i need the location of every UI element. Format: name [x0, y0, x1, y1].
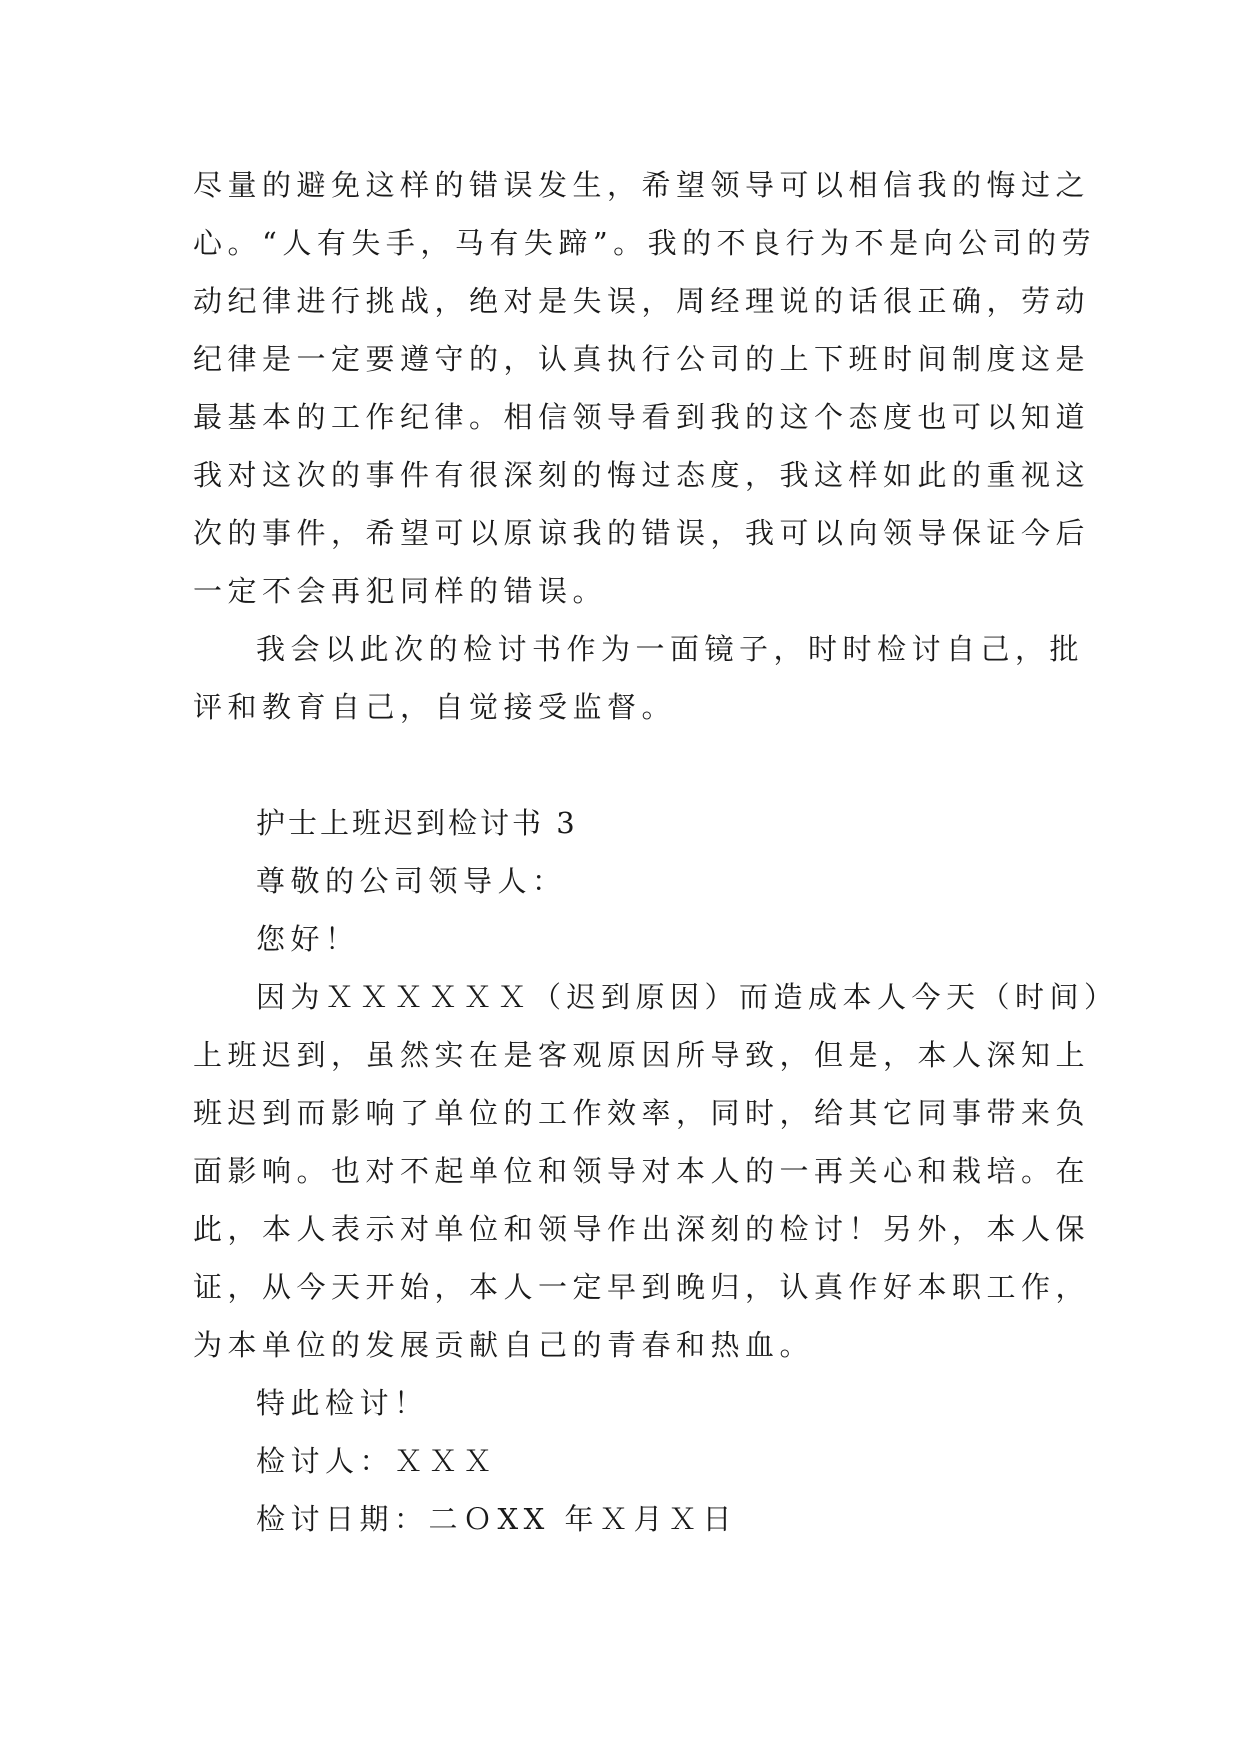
greeting: 您好！	[256, 922, 360, 956]
paragraph-line: 最基本的工作纪律。相信领导看到我的这个态度也可以知道	[193, 400, 1091, 434]
body-line: 上班迟到，虽然实在是客观原因所导致，但是，本人深知上	[193, 1038, 1091, 1072]
paragraph-line: 我会以此次的检讨书作为一面镜子，时时检讨自己，批	[256, 632, 1085, 666]
body-line: 因为ＸＸＸＸＸＸ（迟到原因）而造成本人今天（时间）	[256, 980, 1119, 1014]
paragraph-line: 我对这次的事件有很深刻的悔过态度，我这样如此的重视这	[193, 458, 1091, 492]
paragraph-line: 尽量的避免这样的错误发生，希望领导可以相信我的悔过之	[193, 168, 1091, 202]
body-line: 面影响。也对不起单位和领导对本人的一再关心和栽培。在	[193, 1154, 1091, 1188]
paragraph-line: 次的事件，希望可以原谅我的错误，我可以向领导保证今后	[193, 516, 1091, 550]
paragraph-line: 纪律是一定要遵守的，认真执行公司的上下班时间制度这是	[193, 342, 1091, 376]
closing: 特此检讨！	[256, 1386, 429, 1420]
body-line: 为本单位的发展贡献自己的青春和热血。	[193, 1328, 815, 1362]
date: 检讨日期：二ＯXX 年Ｘ月Ｘ日	[256, 1502, 738, 1536]
paragraph-line: 心。“人有失手，马有失蹄”。我的不良行为不是向公司的劳	[193, 226, 1097, 260]
paragraph-line: 一定不会再犯同样的错误。	[193, 574, 608, 608]
paragraph-line: 动纪律进行挑战，绝对是失误，周经理说的话很正确，劳动	[193, 284, 1091, 318]
body-line: 证，从今天开始，本人一定早到晚归，认真作好本职工作，	[193, 1270, 1091, 1304]
letter-title: 护士上班迟到检讨书 3	[256, 806, 578, 840]
signature: 检讨人：ＸＸＸ	[256, 1444, 498, 1478]
salutation: 尊敬的公司领导人：	[256, 864, 567, 898]
body-line: 班迟到而影响了单位的工作效率，同时，给其它同事带来负	[193, 1096, 1091, 1130]
body-line: 此，本人表示对单位和领导作出深刻的检讨！另外，本人保	[193, 1212, 1091, 1246]
paragraph-line: 评和教育自己，自觉接受监督。	[193, 690, 677, 724]
